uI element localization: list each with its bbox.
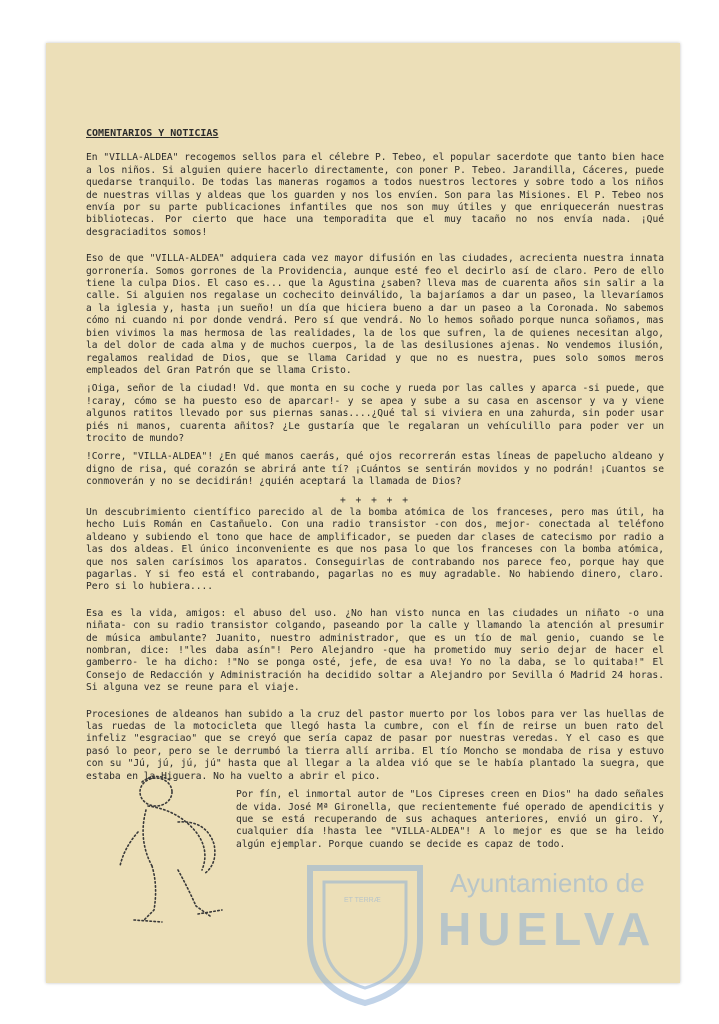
huelva-crest-icon [300, 858, 430, 1008]
ayuntamiento-watermark [300, 858, 700, 1008]
separator: + + + + + [340, 494, 410, 506]
paragraph-procesiones: Procesiones de aldeanos han subido a la cruz del pastor muerto por los lobos para ver las huellas de las ruedas de la motocicleta que llegó hasta la cumbre, con el fín de reirse un buen rato del infeliz "esgraciao" que se creyó que sería capaz de pasar por nuestras veredas. Y el caso es que pasó lo peor, pero se le derrumbó la tierra allí arriba. El tío Moncho se mondaba de risa y estuvo con su "Jú, jú, jú, jú" hasta que al llegar a la aldea vió que se le había plantado la suegra, que estaba en la Higuera. No ha vuelto a abrir el pico. [86, 708, 664, 782]
paragraph-sellos: En "VILLA-ALDEA" recogemos sellos para el célebre P. Tebeo, el popular sacerdote que tanto bien hace a los niños. Si alguien quiere hacerlo directamente, con poner P. Tebeo. Jarandilla, Cáceres, puede quedarse tranquilo. De todas las maneras rogamos a todos nuestros lectores y sobre todo a los niños de nuestras villas y aldeas que los guarden y nos los envíen. Son para las Misiones. El P. Tebeo nos envía por su parte publicaciones infantiles que nos son muy útiles y que enriquecerán nuestras bibliotecas. Por cierto que hace una temporadita que el muy tacaño no nos envía nada. ¡Qué desgraciaditos somos! [86, 152, 664, 238]
crest-label: ET TERRÆ [344, 897, 381, 904]
paragraph-difusion: Eso de que "VILLA-ALDEA" adquiera cada vez mayor difusión en las ciudades, acrecienta nuestra innata gorronería. Somos gorrones de la Providencia, aunque esté feo el decirlo así de claro. Pero de ello tiene la culpa Dios. El caso es... que la Agustina ¿saben? lleva mas de cuarenta años sin salir a la calle. Si alguien nos regalase un cochecito deinválido, la bajaríamos a dar un paseo, la llevaríamos a la iglesia y, hasta ¡un sueño! un día que hiciera bueno a dar un paseo a la Coronada. No sabemos cómo ni cuando ni por donde vendrá. Pero sí que vendrá. No lo hemos soñado porque nunca soñamos, mas bien vivimos la mas hermosa de las realidades, la de los que sufren, la de quienes necesitan algo, la del dolor de cada alma y de muchos cuerpos, la de las desilusiones ajenas. No vendemos ilusión, regalamos realidad de Dios, que se llama Caridad y que no es nuestra, pues solo somos meros empleados del Gran Patrón que se llama Cristo. [86, 253, 664, 376]
paragraph-gironella: Por fín, el inmortal autor de "Los Cipreses creen en Dios" ha dado señales de vida. José Mª Gironella, que recientemente fué operado de apendicitis y que se está recuperando de sus achaques anteriores, envió un giro. Y, cualquier día !hasta lee "VILLA-ALDEA"! A lo mejor es que se ha leido algún ejemplar. Porque cuando se decide es capaz de todo. [236, 789, 664, 850]
paragraph-vida: Esa es la vida, amigos: el abuso del uso. ¿No han visto nunca en las ciudades un niñato -o una niñata- con su radio transistor colgando, paseando por la calle y llamando la atención al presumir de música ambulante? Juanito, nuestro administrador, que es un tío de mal genio, cuando se le nombran, dice: !"les daba asín"! Pero Alejandro -que ha prometido muy serio dejar de hacer el gamberro- le ha dicho: !"No se ponga osté, jefe, de esa uva! Yo no la daba, se lo quitaba!" El Consejo de Redacción y Administración ha decidido soltar a Alejandro por Sevilla ó Madrid 24 horas. Si alguna vez se reune para el viaje. [86, 607, 664, 694]
watermark-line-2: HUELVA [438, 903, 657, 955]
paragraph-descubrimiento: Un descubrimiento científico parecido al de la bomba atómica de los franceses, pero mas útil, ha hecho Luis Román en Castañuelo. Con una radio transistor -con dos, mejor- conectada al teléfono aldeano y subiendo el tono que hace de amplificador, se pueden dar clases de catecismo por radio a las dos aldeas. El único inconveniente es que nos pasa lo que los franceses con la bomba atómica, que nos salen carísimos los aparatos. Conseguirlas de contrabando nos parece feo, porque hay que pagarlas. Y si feo está el contrabando, pagarlas no es muy agradable. No habiendo dinero, claro. Pero si lo hubiera.... [86, 506, 664, 593]
dotted-figure-illustration [118, 770, 240, 930]
paragraph-corre: !Corre, "VILLA-ALDEA"! ¿En qué manos caerás, qué ojos recorrerán estas líneas de papelucho aldeano y digno de risa, qué corazón se abrirá ante tí? ¡Cuántos se sentirán movidos y no podrán! ¡Cuantos se conmoverán y no se decidirán! ¿quién aceptará la llamada de Dios? [86, 451, 664, 488]
watermark-line-1: Ayuntamiento de [450, 868, 645, 898]
document-body [86, 128, 664, 857]
paragraph-oiga: ¡Oiga, señor de la ciudad! Vd. que monta en su coche y rueda por las calles y aparca -si puede, que !caray, cómo se ha puesto eso de aparcar!- y se apea y sube a su casa en ascensor y va y viene algunos ratitos llevado por sus piernas sanas....¿Qué tal si viviera en una zahurda, sin poder usar piés ni manos, cuarenta añitos? ¿Le gustaría que le regalaran un vehículillo para poder ver un trocito de mundo? [86, 383, 664, 444]
page-heading: COMENTARIOS Y NOTICIAS [86, 128, 219, 139]
